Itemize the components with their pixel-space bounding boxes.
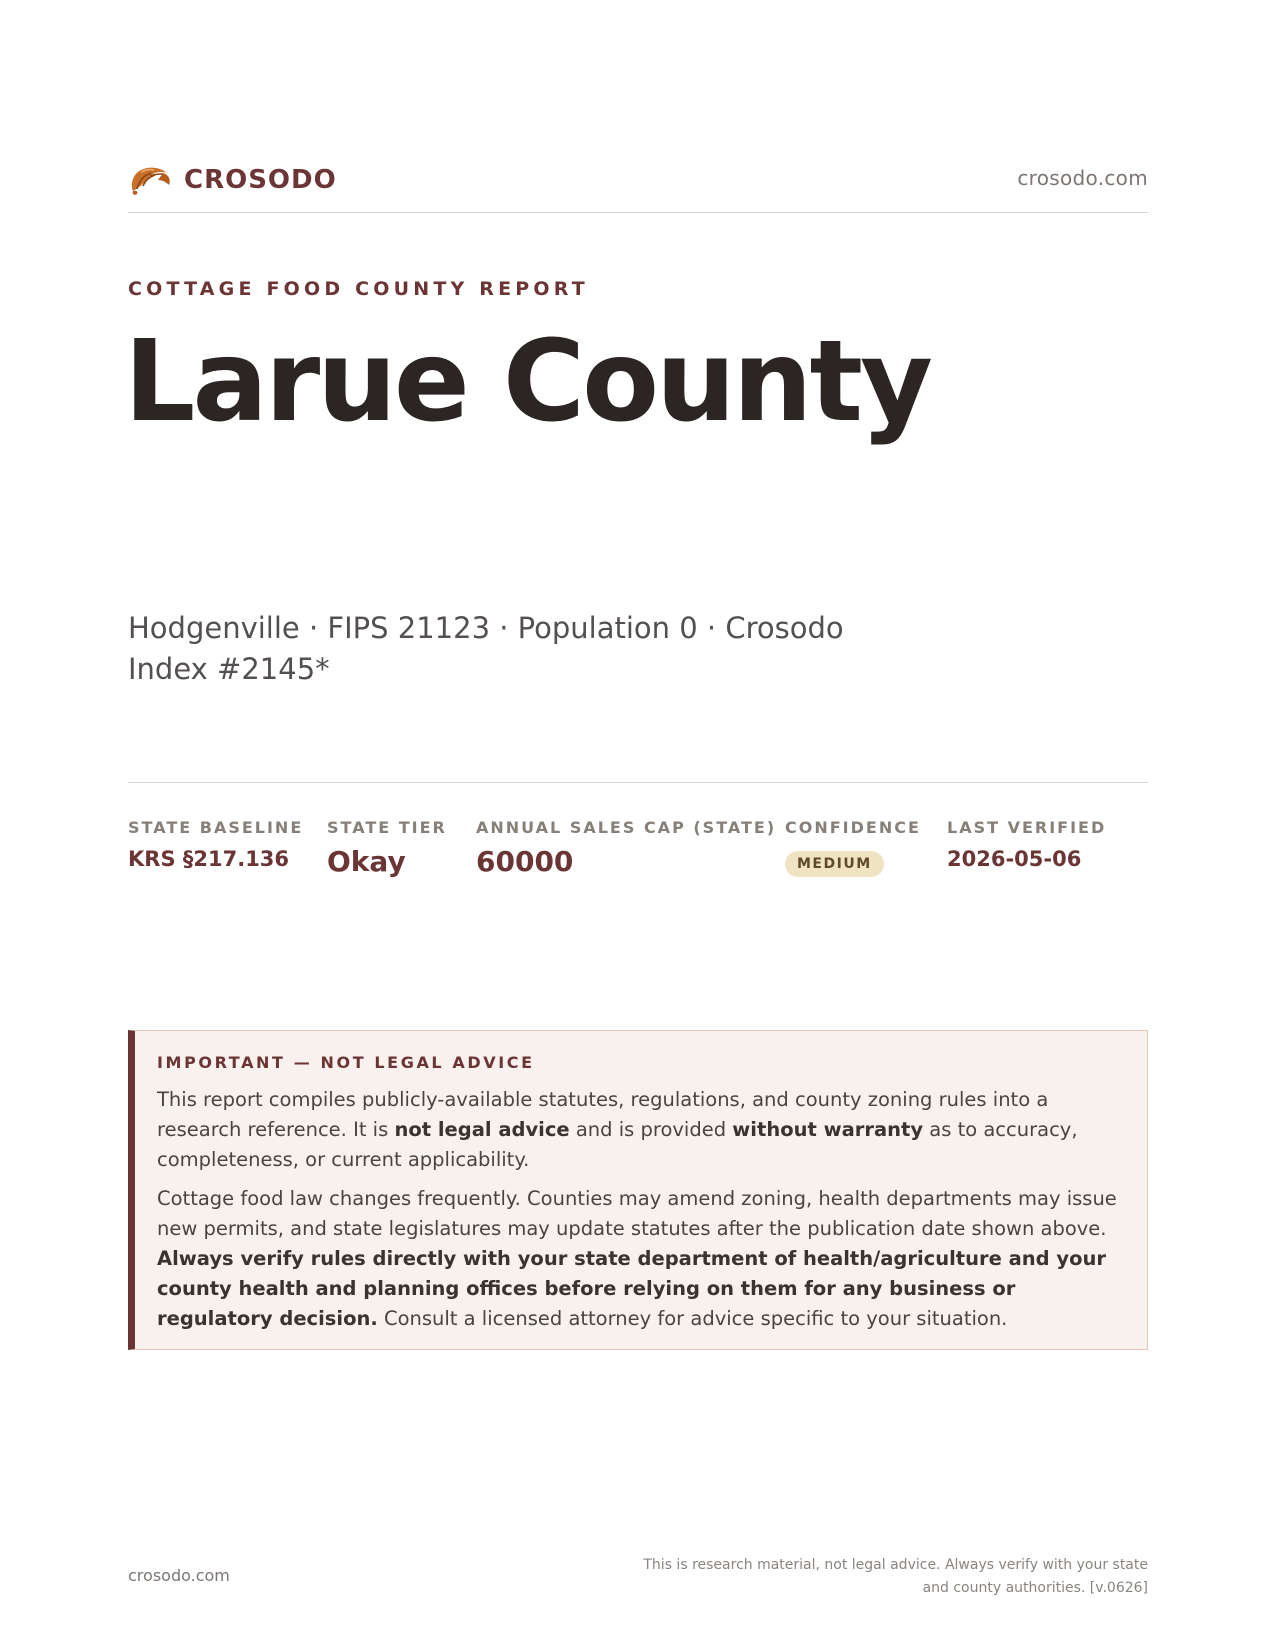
notice-emphasis: Always verify rules directly with your state department of health/agriculture and your county health and planning offices before relying on them for any business or regulatory decision.: [157, 1247, 1107, 1330]
notice-text: This report compiles publicly-available statutes, regulations, and county zoning rules into a research reference. It is: [157, 1088, 1049, 1141]
croissant-icon: [128, 160, 172, 200]
confidence-badge: MEDIUM: [785, 851, 884, 877]
notice-body: [157, 1085, 1117, 1334]
site-url[interactable]: crosodo.com: [1017, 166, 1148, 190]
notice-paragraph: [157, 1184, 1117, 1334]
county-title: Larue County: [124, 317, 931, 447]
stat-label: STATE BASELINE: [128, 818, 304, 837]
footer-disclaimer: This is research material, not legal advice. Always verify with your state and county authorities. [v.0626]: [643, 1557, 1148, 1596]
legal-notice-box: [128, 1030, 1148, 1350]
notice-text: Cottage food law changes frequently. Counties may amend zoning, health departments may issue new permits, and state legislatures may update statutes after the publication date shown above.: [157, 1187, 1117, 1240]
brand-name: CROSODO: [184, 165, 337, 195]
brand[interactable]: [128, 160, 337, 200]
stat-last-verified: [947, 818, 1106, 871]
stat-state-tier: [327, 818, 447, 878]
stat-value: 60000: [476, 845, 574, 878]
notice-text: as to accuracy, completeness, or current applicability.: [157, 1118, 1078, 1171]
stat-value: KRS §217.136: [128, 847, 290, 871]
stat-state-baseline: [128, 818, 303, 871]
stat-confidence: [785, 818, 921, 877]
notice-emphasis: not legal advice: [394, 1118, 570, 1141]
notice-text: Consult a licensed attorney for advice specific to your situation.: [377, 1307, 1008, 1330]
stat-value: Okay: [327, 845, 406, 878]
stat-label: CONFIDENCE: [785, 818, 921, 837]
stat-label: STATE TIER: [327, 818, 447, 837]
county-meta-line: Hodgenville · FIPS 21123 · Population 0 · Crosodo Index #2145*: [128, 611, 844, 686]
stat-label: LAST VERIFIED: [947, 818, 1107, 837]
section-divider: [128, 782, 1148, 783]
stat-value: 2026-05-06: [947, 847, 1082, 871]
notice-emphasis: without warranty: [732, 1118, 924, 1141]
notice-title: IMPORTANT — NOT LEGAL ADVICE: [157, 1053, 535, 1072]
stat-label: ANNUAL SALES CAP (STATE): [476, 818, 777, 837]
page-header: [128, 160, 1148, 213]
footer-site-url[interactable]: crosodo.com: [128, 1566, 230, 1585]
notice-text: and is provided: [569, 1118, 733, 1141]
report-kicker: COTTAGE FOOD COUNTY REPORT: [128, 278, 589, 300]
stat-annual-sales-cap: [476, 818, 776, 878]
notice-paragraph: [157, 1085, 1117, 1175]
